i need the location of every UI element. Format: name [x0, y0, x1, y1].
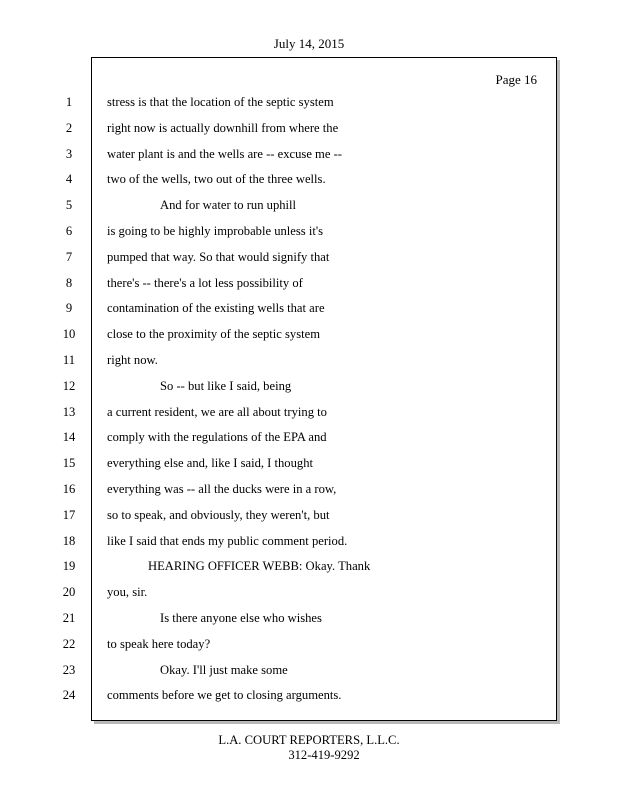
line-number: 3 — [65, 146, 73, 161]
transcript-line — [0, 454, 618, 472]
line-number: 15 — [62, 456, 76, 471]
line-number: 20 — [62, 585, 76, 600]
line-number: 2 — [65, 120, 73, 135]
line-number: 14 — [62, 430, 76, 445]
line-text: you, sir. — [107, 585, 148, 600]
transcript-line — [0, 635, 618, 653]
transcript-line — [0, 609, 618, 627]
transcript-line — [0, 145, 618, 163]
transcript-line — [0, 480, 618, 498]
line-text: there's -- there's a lot less possibility of — [107, 275, 303, 290]
line-number: 9 — [65, 301, 73, 316]
line-text: comments before we get to closing arguments. — [107, 688, 342, 703]
transcript-line — [0, 351, 618, 369]
line-text: everything else and, like I said, I thought — [107, 456, 313, 471]
court-reporter-name: L.A. COURT REPORTERS, L.L.C. — [218, 733, 400, 747]
line-number: 13 — [62, 404, 76, 419]
line-text: And for water to run uphill — [160, 198, 297, 213]
transcript-line — [0, 248, 618, 266]
transcript-line — [0, 274, 618, 292]
line-number: 17 — [62, 507, 76, 522]
footer — [0, 733, 618, 763]
transcript-line — [0, 428, 618, 446]
line-text: close to the proximity of the septic system — [107, 327, 321, 342]
transcript-line — [0, 170, 618, 188]
transcript-line — [0, 686, 618, 704]
line-text: stress is that the location of the septic system — [107, 95, 334, 109]
line-text: HEARING OFFICER WEBB: Okay. Thank — [148, 559, 371, 574]
line-number: 10 — [62, 327, 76, 342]
line-number: 5 — [65, 198, 73, 213]
transcript-line — [0, 196, 618, 214]
line-number: 8 — [65, 275, 73, 290]
line-number: 23 — [62, 662, 76, 677]
line-text: like I said that ends my public comment period. — [107, 533, 348, 548]
line-text: Is there anyone else who wishes — [160, 611, 322, 625]
line-text: water plant is and the wells are -- excuse me -- — [107, 146, 342, 161]
line-text: two of the wells, two out of the three wells. — [107, 172, 326, 187]
line-text: right now. — [107, 353, 158, 367]
transcript-line — [0, 403, 618, 421]
line-number: 4 — [65, 172, 73, 187]
line-text: so to speak, and obviously, they weren't, but — [107, 507, 330, 522]
transcript-line — [0, 583, 618, 601]
transcript-line — [0, 661, 618, 679]
line-text: right now is actually downhill from where the — [107, 120, 339, 135]
line-number: 16 — [62, 482, 76, 496]
line-number: 7 — [65, 249, 73, 264]
transcript-line — [0, 377, 618, 395]
line-number: 24 — [62, 688, 76, 703]
line-text: a current resident, we are all about trying to — [107, 404, 327, 419]
line-text: contamination of the existing wells that are — [107, 301, 325, 316]
transcript-line — [0, 532, 618, 550]
transcript-line — [0, 93, 618, 111]
line-text: pumped that way. So that would signify that — [107, 249, 330, 264]
page-number: Page 16 — [495, 72, 537, 87]
line-number: 18 — [62, 533, 76, 548]
line-number: 22 — [62, 636, 76, 651]
transcript-line — [0, 299, 618, 317]
line-text: everything was -- all the ducks were in a row, — [107, 482, 337, 496]
line-text: comply with the regulations of the EPA and — [107, 430, 327, 445]
court-reporter-phone: 312-419-9292 — [288, 748, 360, 762]
line-number: 19 — [62, 559, 76, 574]
line-number: 11 — [62, 353, 76, 367]
line-text: is going to be highly improbable unless it's — [107, 224, 324, 238]
transcript-line — [0, 119, 618, 137]
transcript-date: July 14, 2015 — [273, 36, 345, 51]
line-text: to speak here today? — [107, 636, 211, 651]
line-text: So -- but like I said, being — [160, 378, 292, 393]
transcript-line — [0, 506, 618, 524]
line-text: Okay. I'll just make some — [160, 662, 288, 677]
line-number: 6 — [65, 224, 73, 238]
transcript-line — [0, 557, 618, 575]
line-number: 12 — [62, 378, 76, 393]
line-number: 21 — [62, 611, 76, 625]
transcript-line — [0, 222, 618, 240]
line-number: 1 — [65, 95, 73, 109]
transcript-line — [0, 325, 618, 343]
